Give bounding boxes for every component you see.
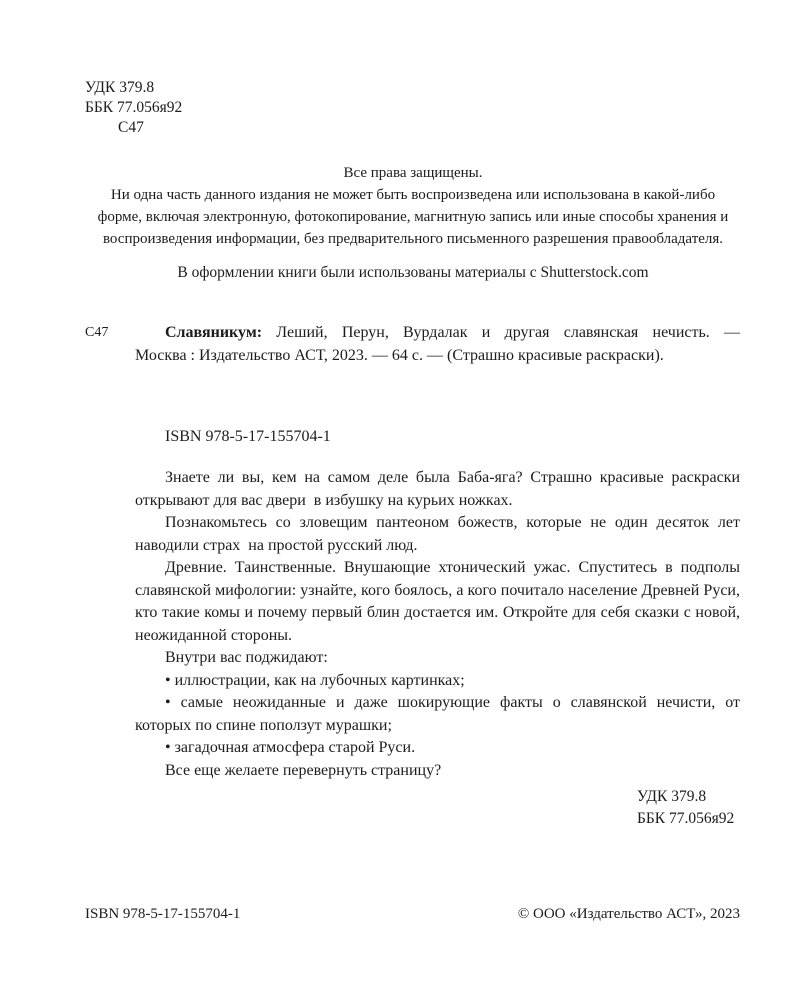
rights-notice-line: воспроизведения информации, без предварительного письменного разрешения правообладателя. bbox=[102, 231, 724, 247]
author-sign-code: С47 bbox=[118, 119, 144, 136]
catalog-entry bbox=[135, 321, 740, 367]
catalog-entry-line2: Москва : Издательство АСТ, 2023. — 64 с. — (Страшно красивые раскраски). bbox=[135, 347, 664, 364]
annotation-paragraph: Все еще желаете перевернуть страницу? bbox=[165, 761, 442, 779]
catalog-author-sign: С47 bbox=[85, 325, 109, 340]
tail-codes-block bbox=[637, 786, 734, 830]
annotation-block bbox=[135, 467, 744, 782]
annotation-paragraph: • иллюстрации, как на лубочных картинках; bbox=[165, 671, 465, 689]
rights-notice-line: Все права защищены. bbox=[343, 165, 483, 181]
udk-code-bottom: УДК 379.8 bbox=[637, 788, 707, 805]
footer-copyright: © ООО «Издательство АСТ», 2023 bbox=[517, 906, 740, 922]
annotation-paragraph: Древние. Таинственные. Внушающие хтонический ужас. Спуститесь в подполы славянской мифологии: узнайте, кого боялось, а кого почитало население Древней Руси, кто такие комы и почему первый блин достается им. Откройте для себя сказки с новой, неожиданной стороны. bbox=[135, 559, 744, 644]
annotation-paragraph: Внутри вас поджидают: bbox=[165, 649, 328, 666]
head-codes-block bbox=[85, 78, 182, 138]
rights-notice-line: Ни одна часть данного издания не может быть воспроизведена или использована в какой-либо bbox=[110, 187, 716, 203]
isbn-number: ISBN 978-5-17-155704-1 bbox=[165, 428, 331, 445]
udk-code: УДК 379.8 bbox=[85, 79, 155, 96]
book-title: Славяникум: bbox=[165, 324, 263, 341]
annotation-paragraph: • самые неожиданные и даже шокирующие факты о славянской нечисти, от которых по спине поползут мурашки; bbox=[135, 694, 744, 734]
catalog-entry-title-rest: Леший, Перун, Вурдалак и другая славянская нечисть. — bbox=[276, 324, 740, 341]
rights-notice-line: форме, включая электронную, фотокопирование, магнитную запись или иные способы хранения и bbox=[97, 209, 729, 225]
annotation-paragraph: • загадочная атмосфера старой Руси. bbox=[165, 739, 416, 756]
annotation-paragraph: Знаете ли вы, кем на самом деле была Баба-яга? Страшно красивые раскраски открывают для вас двери в избушку на курьих ножках. bbox=[135, 469, 744, 509]
footer-isbn: ISBN 978-5-17-155704-1 bbox=[85, 906, 241, 922]
catalog-entry-line1 bbox=[135, 321, 740, 344]
annotation-paragraph: Познакомьтесь со зловещим пантеоном божеств, которые не один десяток лет наводили страх на простой русский люд. bbox=[135, 514, 744, 554]
design-credit: В оформлении книги были использованы материалы с Shutterstock.com bbox=[177, 264, 649, 281]
bbk-code: ББК 77.056я92 bbox=[85, 99, 183, 116]
rights-notice bbox=[85, 162, 741, 250]
bbk-code-bottom: ББК 77.056я92 bbox=[637, 810, 735, 827]
